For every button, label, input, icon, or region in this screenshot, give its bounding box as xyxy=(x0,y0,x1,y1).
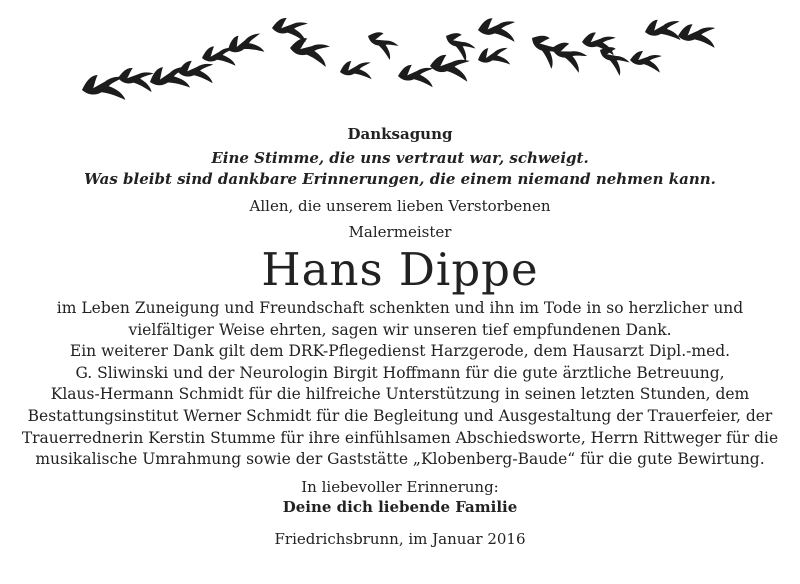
notice-title: Danksagung xyxy=(347,125,453,143)
quote-line: Eine Stimme, die uns vertraut war, schweigt. xyxy=(211,149,589,167)
profession: Malermeister xyxy=(348,223,452,241)
body-line: im Leben Zuneigung und Freundschaft schenkten und ihn im Tode in so herzlicher und xyxy=(56,299,744,317)
notice-content xyxy=(0,124,800,549)
body-line: G. Sliwinski und der Neurologin Birgit Hoffmann für die gute ärztliche Betreuung, xyxy=(75,363,725,382)
place-date: Friedrichsbrunn, im Januar 2016 xyxy=(274,529,526,548)
body-line: Klaus-Hermann Schmidt für die hilfreiche Unterstützung in seinen letzten Stunden, dem xyxy=(50,385,750,404)
body-line: Trauerrednerin Kerstin Stumme für ihre einfühlsamen Abschiedsworte, Herrn Rittweger für die xyxy=(21,428,779,447)
body-line: Ein weiterer Dank gilt dem DRK-Pflegedienst Harzgerode, dem Hausarzt Dipl.-med. xyxy=(69,342,731,361)
family-signature: Deine dich liebende Familie xyxy=(282,497,518,516)
quote-line: Was bleibt sind dankbare Erinnerungen, die einem niemand nehmen kann. xyxy=(84,170,716,188)
intro-text: Allen, die unserem lieben Verstorbenen xyxy=(249,197,551,215)
body-line: vielfältiger Weise ehrten, sagen wir unseren tief empfundenen Dank. xyxy=(128,320,672,339)
thanks-body xyxy=(0,298,800,471)
body-line: musikalische Umrahmung sowie der Gaststätte „Klobenberg-Baude“ für die gute Bewirtung. xyxy=(35,450,765,469)
closing-text: In liebevoller Erinnerung: xyxy=(301,477,499,496)
bird-group xyxy=(79,12,720,112)
quote xyxy=(0,148,800,190)
body-line: Bestattungsinstitut Werner Schmidt für die Begleitung und Ausgestaltung der Trauerfeier, der xyxy=(27,406,773,425)
flying-birds-icon xyxy=(0,0,800,120)
deceased-name: Hans Dippe xyxy=(261,243,539,296)
